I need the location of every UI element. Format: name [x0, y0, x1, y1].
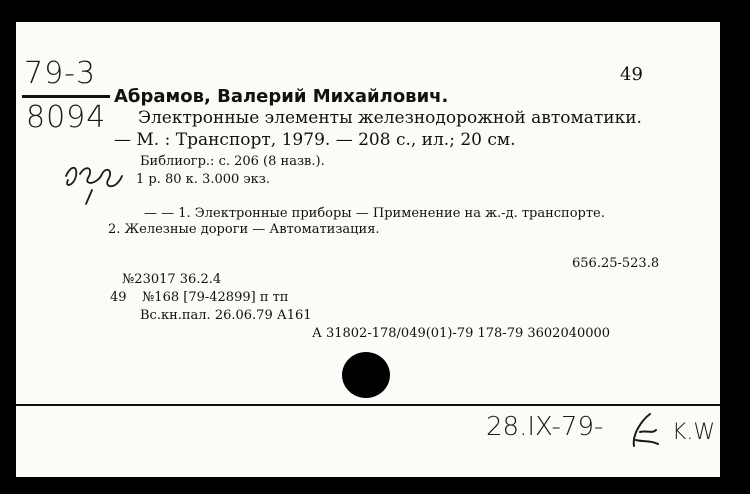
order-prefix: 49 — [110, 290, 127, 305]
call-number-bottom: 8094 — [26, 100, 107, 135]
handwritten-initials: K.W — [672, 420, 716, 445]
author-heading: Абрамов, Валерий Михайлович. — [114, 86, 449, 107]
bibliography-note: Библиогр.: с. 206 (8 назв.). — [140, 154, 325, 169]
book-chamber-note: Вс.кн.пал. 26.06.79 А161 — [140, 308, 312, 323]
subject-heading-1: — — 1. Электронные приборы — Применение на ж.-д. транспорте. — [144, 206, 605, 221]
bbk-index: №23017 36.2.4 — [122, 272, 222, 287]
punch-hole — [342, 352, 390, 398]
order-number: №168 [79-42899] п тп — [142, 290, 289, 305]
call-number-top: 79-3 — [24, 56, 97, 91]
subject-heading-2: 2. Железные дороги — Автоматизация. — [108, 222, 380, 237]
title-line-1: Электронные элементы железнодорожной автоматики. — [138, 108, 642, 128]
title-line-2: — М. : Транспорт, 1979. — 208 с., ил.; 20 см. — [114, 130, 516, 150]
handwritten-signature-icon — [628, 410, 662, 450]
handwritten-date: 28.IX-79- — [486, 412, 604, 442]
catalog-code: А 31802-178/049(01)-79 178-79 3602040000 — [312, 326, 611, 341]
udc-index: 656.25-523.8 — [572, 256, 660, 271]
catalog-card — [16, 22, 720, 477]
price-circulation: 1 р. 80 к. 3.000 экз. — [136, 172, 271, 187]
call-number-divider — [22, 95, 110, 98]
handwritten-scribble-icon — [58, 146, 128, 206]
card-bottom-rule — [16, 404, 720, 406]
page-number: 49 — [620, 64, 643, 85]
